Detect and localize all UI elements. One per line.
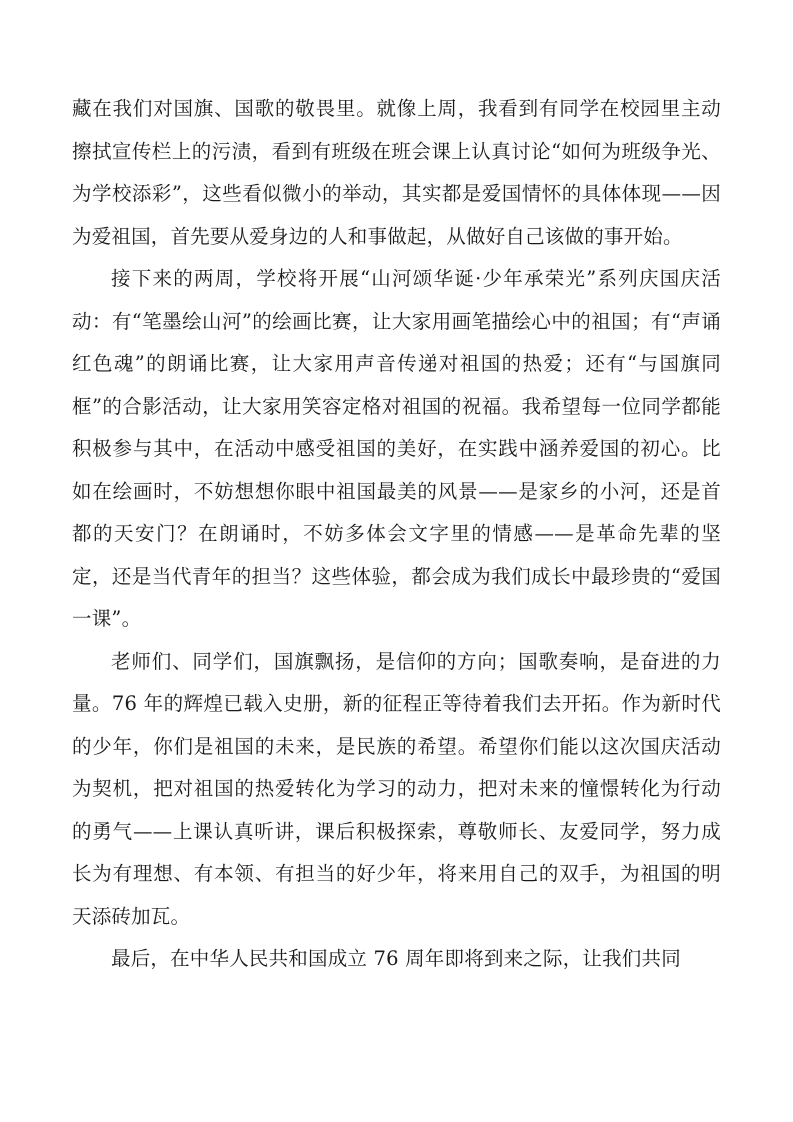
paragraph-3: 老师们、同学们，国旗飘扬，是信仰的方向；国歌奏响，是奋进的力量。76 年的辉煌已载入史册，新的征程正等待着我们去开拓。作为新时代的少年，你们是祖国的未来，是民族的希望。希望你们能以这次国庆活动为契机，把对祖国的热爱转化为学习的动力，把对未来的憧憬转化为行动的勇气——上课认真听讲，课后积极探索，尊敬师长、友爱同学，努力成长为有理想、有本领、有担当的好少年，将来用自己的双手，为祖国的明天添砖加瓦。 — [72, 649, 721, 928]
paragraph-1: 藏在我们对国旗、国歌的敬畏里。就像上周，我看到有同学在校园里主动擦拭宣传栏上的污渍，看到有班级在班会课上认真讨论“如何为班级争光、为学校添彩”，这些看似微小的举动，其实都是爱国情怀的具体体现——因为爱祖国，首先要从爱身边的人和事做起，从做好自己该做的事开始。 — [72, 97, 721, 248]
paragraph-2: 接下来的两周，学校将开展“山河颂华诞·少年承荣光”系列庆国庆活动：有“笔墨绘山河”的绘画比赛，让大家用画笔描绘心中的祖国；有“声诵红色魂”的朗诵比赛，让大家用声音传递对祖国的热爱；还有“与国旗同框”的合影活动，让大家用笑容定格对祖国的祝福。我希望每一位同学都能积极参与其中，在活动中感受祖国的美好，在实践中涵养爱国的初心。比如在绘画时，不妨想想你眼中祖国最美的风景——是家乡的小河，还是首都的天安门？在朗诵时，不妨多体会文字里的情感——是革命先辈的坚定，还是当代青年的担当？这些体验，都会成为我们成长中最珍贵的“爱国一课”。 — [72, 267, 721, 630]
paragraph-4: 最后，在中华人民共和国成立 76 周年即将到来之际，让我们共同 — [111, 947, 681, 970]
document-body — [72, 88, 721, 981]
